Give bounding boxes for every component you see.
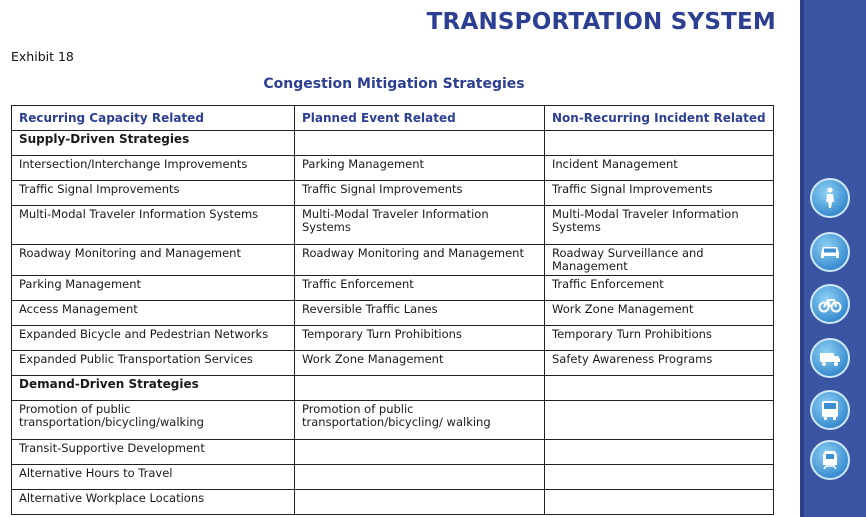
table-cell: Promotion of public transportation/bicycling/walking — [12, 401, 295, 440]
table-cell — [545, 490, 774, 515]
section-heading: Demand-Driven Strategies — [12, 376, 295, 401]
table-cell: Multi-Modal Traveler Information Systems — [545, 206, 774, 245]
table-cell — [295, 490, 545, 515]
table-cell: Roadway Monitoring and Management — [295, 245, 545, 276]
table-cell — [295, 131, 545, 156]
table-cell — [295, 465, 545, 490]
table-cell: Incident Management — [545, 156, 774, 181]
table-cell: Traffic Signal Improvements — [12, 181, 295, 206]
table-row — [12, 276, 774, 301]
table-cell: Promotion of public transportation/bicycling/ walking — [295, 401, 545, 440]
table-cell: Parking Management — [295, 156, 545, 181]
mode-sidebar — [800, 0, 866, 517]
table-cell: Alternative Hours to Travel — [12, 465, 295, 490]
table-cell: Reversible Traffic Lanes — [295, 301, 545, 326]
table-cell — [545, 131, 774, 156]
table-cell: Work Zone Management — [545, 301, 774, 326]
strategies-table — [11, 105, 774, 515]
table-cell: Expanded Public Transportation Services — [12, 351, 295, 376]
table-cell — [545, 465, 774, 490]
table-row — [12, 351, 774, 376]
table-row — [12, 245, 774, 276]
page-title: TRANSPORTATION SYSTEM — [426, 9, 776, 35]
bicycle-icon — [810, 284, 850, 324]
table-cell — [545, 376, 774, 401]
table-cell: Traffic Enforcement — [545, 276, 774, 301]
rail-train-icon — [810, 440, 850, 480]
table-cell: Access Management — [12, 301, 295, 326]
table-row — [12, 181, 774, 206]
table-cell: Roadway Surveillance and Management — [545, 245, 774, 276]
table-cell: Multi-Modal Traveler Information Systems — [295, 206, 545, 245]
freight-truck-icon — [810, 338, 850, 378]
table-row — [12, 301, 774, 326]
table-cell: Expanded Bicycle and Pedestrian Networks — [12, 326, 295, 351]
table-row — [12, 206, 774, 245]
section-row — [12, 131, 774, 156]
car-icon — [810, 232, 850, 272]
table-cell: Temporary Turn Prohibitions — [545, 326, 774, 351]
table-cell: Traffic Enforcement — [295, 276, 545, 301]
pedestrian-icon — [810, 178, 850, 218]
table-cell: Transit-Supportive Development — [12, 440, 295, 465]
table-row — [12, 156, 774, 181]
table-row — [12, 440, 774, 465]
table-row — [12, 326, 774, 351]
sidebar-divider — [800, 0, 804, 517]
table-cell: Parking Management — [12, 276, 295, 301]
table-cell: Roadway Monitoring and Management — [12, 245, 295, 276]
table-cell: Work Zone Management — [295, 351, 545, 376]
table-cell: Temporary Turn Prohibitions — [295, 326, 545, 351]
table-row — [12, 465, 774, 490]
table-cell: Safety Awareness Programs — [545, 351, 774, 376]
exhibit-label: Exhibit 18 — [11, 49, 74, 64]
table-row — [12, 401, 774, 440]
table-title: Congestion Mitigation Strategies — [263, 76, 525, 92]
bus-icon — [810, 390, 850, 430]
table-cell: Alternative Workplace Locations — [12, 490, 295, 515]
column-header: Non-Recurring Incident Related — [545, 106, 774, 131]
table-cell — [545, 440, 774, 465]
section-heading: Supply-Driven Strategies — [12, 131, 295, 156]
table-cell — [295, 376, 545, 401]
table-row — [12, 490, 774, 515]
table-header-row — [12, 106, 774, 131]
table-cell — [295, 440, 545, 465]
table-cell: Intersection/Interchange Improvements — [12, 156, 295, 181]
table-cell: Multi-Modal Traveler Information Systems — [12, 206, 295, 245]
column-header: Recurring Capacity Related — [12, 106, 295, 131]
table-cell: Traffic Signal Improvements — [295, 181, 545, 206]
column-header: Planned Event Related — [295, 106, 545, 131]
table-cell: Traffic Signal Improvements — [545, 181, 774, 206]
section-row — [12, 376, 774, 401]
table-cell — [545, 401, 774, 440]
